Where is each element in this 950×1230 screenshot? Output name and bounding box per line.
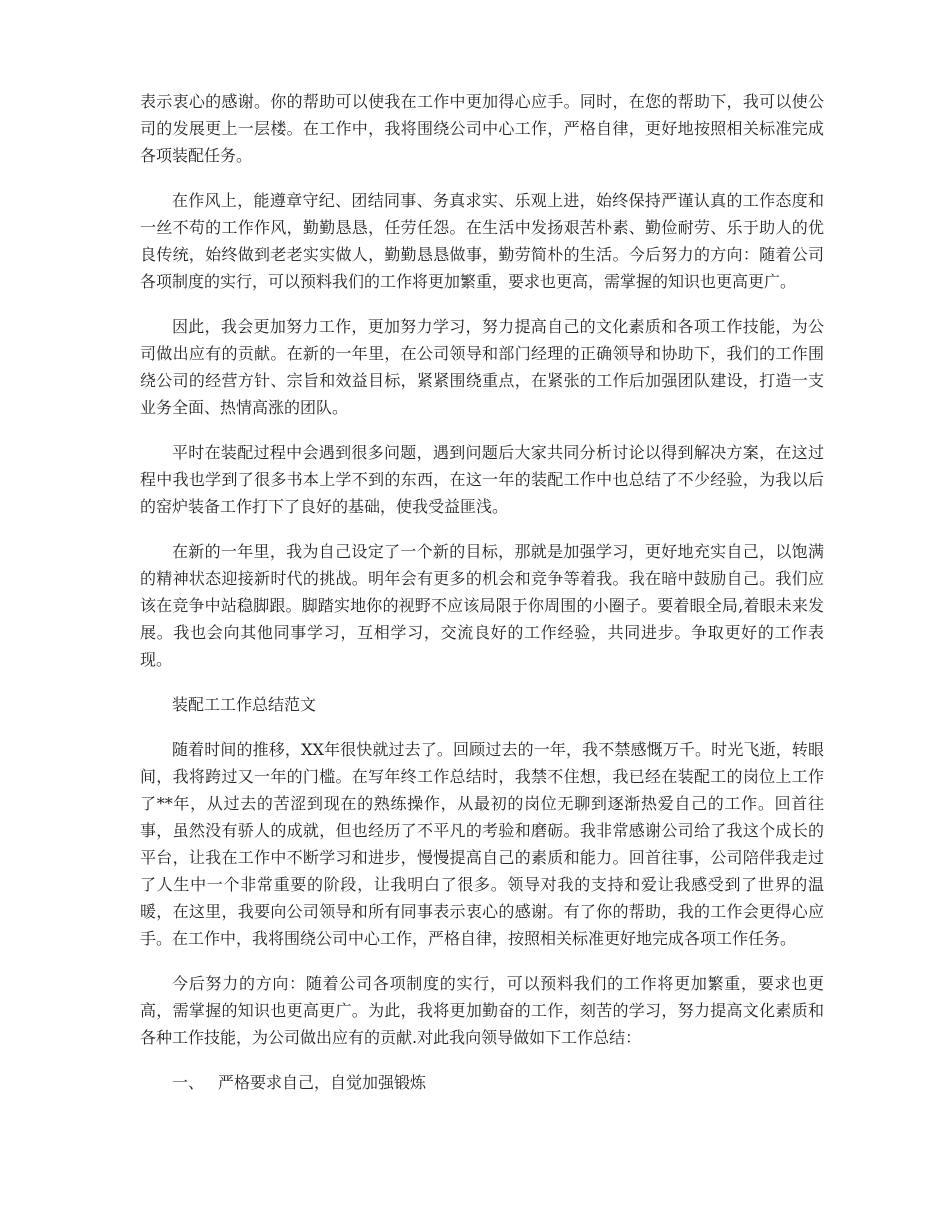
paragraph: 在新的一年里，我为自己设定了一个新的目标，那就是加强学习，更好地充实自己，以饱满的精神状态迎接新时代的挑战。明年会有更多的机会和竞争等着我。我在暗中鼓励自己。我们应该在竞争中站稳脚跟。脚踏实地你的视野不应该局限于你周围的小圈子。要着眼全局,着眼未来发展。我也会向其他同事学习，互相学习，交流良好的工作经验，共同进步。争取更好的工作表现。 — [140, 542, 824, 669]
paragraph: 随着时间的推移，XX年很快就过去了。回顾过去的一年，我不禁感慨万千。时光飞逝，转眼间，我将跨过又一年的门槛。在写年终工作总结时，我禁不住想，我已经在装配工的岗位上工作了**年，从过去的苦涩到现在的熟练操作，从最初的岗位无聊到逐渐热爱自己的工作。回首往事，虽然没有骄人的成就，但也经历了不平凡的考验和磨砺。我非常感谢公司给了我这个成长的平台，让我在工作中不断学习和进步，慢慢提高自己的素质和能力。回首往事，公司陪伴我走过了人生中一个非常重要的阶段，让我明白了很多。领导对我的支持和爱让我感受到了世界的温暖，在这里，我要向公司领导和所有同事表示衷心的感谢。有了你的帮助，我的工作会更得心应手。在工作中，我将围绕公司中心工作，严格自律，按照相关标准更好地完成各项工作任务。 — [140, 740, 824, 948]
list-number: 一、 — [172, 1073, 205, 1092]
paragraph: 平时在装配过程中会遇到很多问题，遇到问题后大家共同分析讨论以得到解决方案，在这过程中我也学到了很多书本上学不到的东西，在这一年的装配工作中也总结了不少经验，为我以后的窑炉装备工作打下了良好的基础，使我受益匪浅。 — [140, 443, 824, 516]
paragraph: 今后努力的方向：随着公司各项制度的实行，可以预料我们的工作将更加繁重，要求也更高，需掌握的知识也更高更广。为此，我将更加勤奋的工作，刻苦的学习，努力提高文化素质和各种工作技能，为公司做出应有的贡献.对此我向领导做如下工作总结： — [140, 974, 824, 1047]
paragraph: 在作风上，能遵章守纪、团结同事、务真求实、乐观上进，始终保持严谨认真的工作态度和一丝不苟的工作作风，勤勤恳恳，任劳任怨。在生活中发扬艰苦朴素、勤俭耐劳、乐于助人的优良传统，始终做到老老实实做人，勤勤恳恳做事，勤劳简朴的生活。今后努力的方向：随着公司各项制度的实行，可以预料我们的工作将更加繁重，要求也更高，需掌握的知识也更高更广。 — [140, 191, 824, 291]
section-heading: 装配工工作总结范文 — [172, 695, 317, 714]
paragraph: 表示衷心的感谢。你的帮助可以使我在工作中更加得心应手。同时，在您的帮助下，我可以使公司的发展更上一层楼。在工作中，我将围绕公司中心工作，严格自律，更好地按照相关标准完成各项装配任务。 — [140, 92, 824, 165]
document-page — [140, 88, 824, 1096]
paragraph: 因此，我会更加努力工作，更加努力学习，努力提高自己的文化素质和各项工作技能，为公司做出应有的贡献。在新的一年里，在公司领导和部门经理的正确领导和协助下，我们的工作围绕公司的经营方针、宗旨和效益目标，紧紧围绕重点，在紧张的工作后加强团队建设，打造一支业务全面、热情高涨的团队。 — [140, 317, 824, 417]
list-item-text: 严格要求自己，自觉加强锻炼 — [218, 1073, 427, 1092]
list-item — [140, 1069, 824, 1096]
